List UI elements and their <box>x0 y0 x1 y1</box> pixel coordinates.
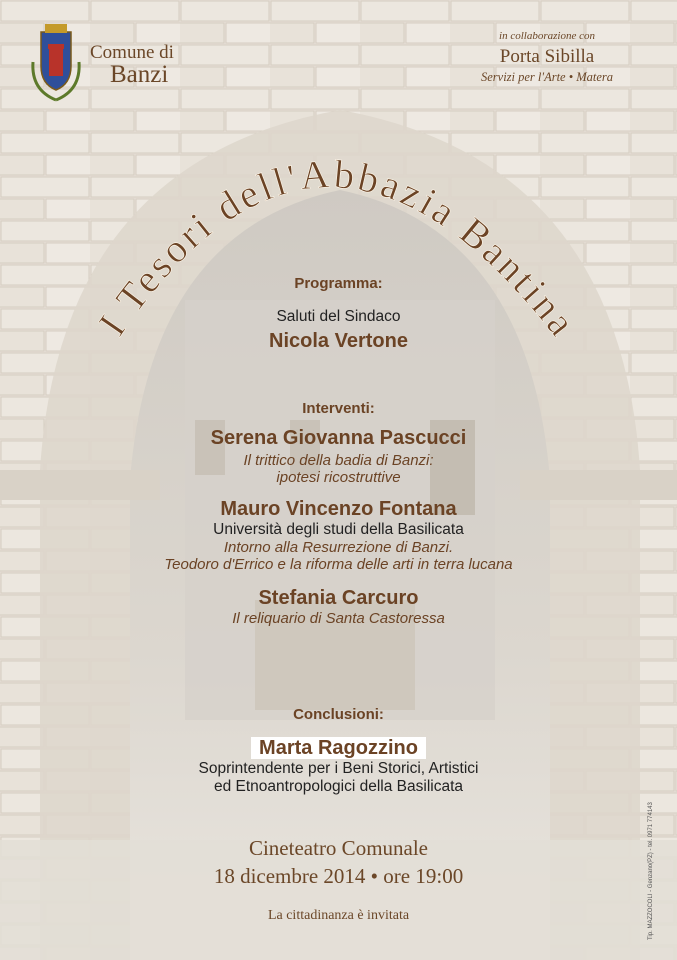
speaker-name: Serena Giovanna Pascucci <box>210 427 467 449</box>
sindaco-name: Nicola Vertone <box>269 330 408 352</box>
comune-line2: Banzi <box>110 61 169 88</box>
interventi-heading: Interventi: <box>302 400 375 417</box>
speaker-name: Stefania Carcuro <box>258 587 419 609</box>
speaker-name: Mauro Vincenzo Fontana <box>220 498 457 520</box>
partner-subtitle: Servizi per l'Arte • Matera <box>480 70 614 84</box>
talk-title-line1: Il trittico della badia di Banzi: <box>243 452 434 469</box>
event-invite: La cittadinanza è invitata <box>267 908 410 923</box>
event-title: I Tesori dell'Abbazia Bantina <box>89 150 587 347</box>
partner-name: Porta Sibilla <box>499 46 595 67</box>
collaboration-label: in collaborazione con <box>499 30 595 42</box>
speaker-affiliation: Università degli studi della Basilicata <box>213 521 464 538</box>
conclusioni-section <box>0 706 677 796</box>
conclusioni-name: Marta Ragozzino <box>251 737 426 759</box>
comune-line1: Comune di <box>90 42 174 63</box>
programma-section <box>0 275 677 353</box>
conclusioni-role-line2: ed Etnoantropologici della Basilicata <box>213 778 464 795</box>
speaker-3 <box>0 587 677 627</box>
saluti-label: Saluti del Sindaco <box>276 308 401 325</box>
interventi-section <box>0 400 677 627</box>
conclusioni-role-line1: Soprintendente per i Beni Storici, Artistici <box>198 760 479 777</box>
speaker-1 <box>0 427 677 486</box>
speaker-2 <box>0 498 677 573</box>
programma-heading: Programma: <box>294 275 383 292</box>
talk-title-line1: Il reliquario di Santa Castoressa <box>232 610 445 627</box>
printer-credit: Tip. MAZZOCOLI - Genzano(PZ) - tel. 0971 774143 <box>648 802 654 940</box>
event-venue: Cineteatro Comunale <box>248 836 429 860</box>
conclusioni-heading: Conclusioni: <box>293 706 384 723</box>
talk-title-line2: ipotesi ricostruttive <box>276 469 401 486</box>
talk-title-line2: Teodoro d'Errico e la riforma delle arti in terra lucana <box>164 556 513 573</box>
event-datetime: 18 dicembre 2014 • ore 19:00 <box>213 864 464 888</box>
talk-title-line1: Intorno alla Resurrezione di Banzi. <box>223 539 454 556</box>
